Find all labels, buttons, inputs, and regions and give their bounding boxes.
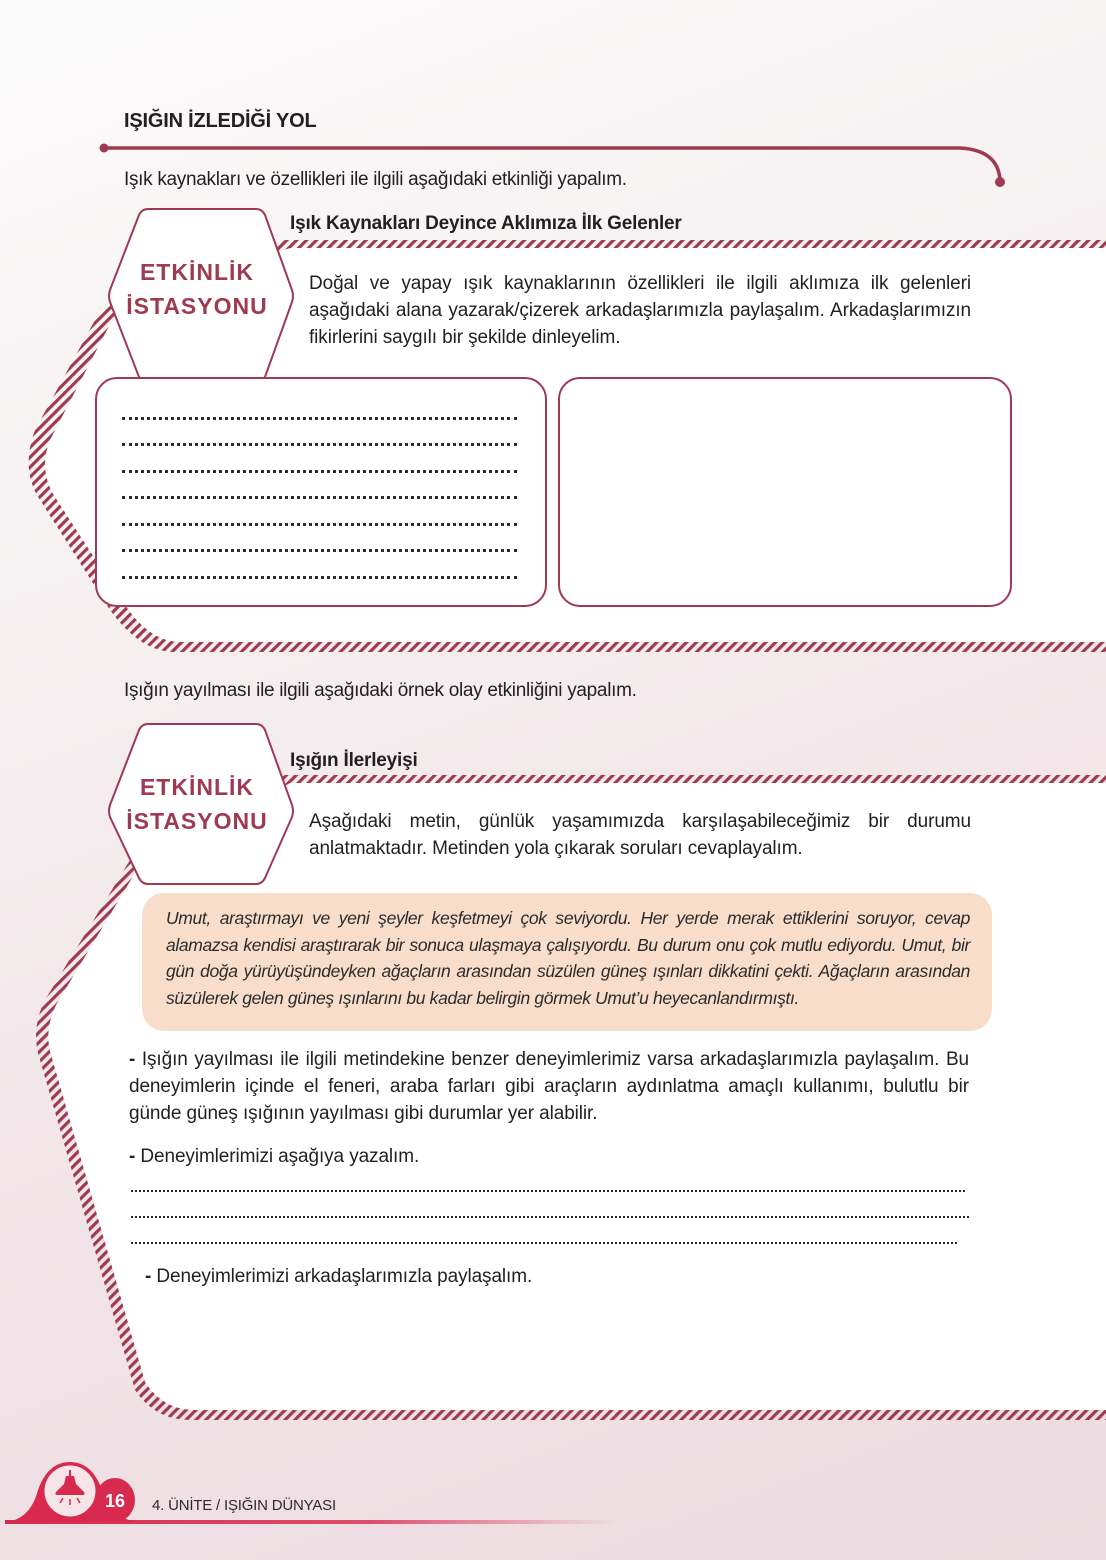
bullet-3 xyxy=(145,1263,532,1290)
bullet-1-text: Işığın yayılması ile ilgili metindekine benzer deneyimlerimiz varsa arkadaşlarımızla paylaşalım. Bu deneyimlerin içinde el feneri, araba farları gibi araçların aydınlatma amaçlı kullanımı, bulutlu bir günde güneş ışığının yayılması gibi durumlar yer alabilir. xyxy=(129,1049,969,1124)
bullet-dash: - xyxy=(129,1146,136,1167)
activity-2-title: Işığın İlerleyişi xyxy=(290,750,418,771)
answer-line[interactable] xyxy=(131,1168,965,1192)
bullet-dash: - xyxy=(129,1049,136,1070)
bullet-dash: - xyxy=(145,1266,152,1287)
writing-line[interactable] xyxy=(122,446,517,473)
writing-line[interactable] xyxy=(122,420,517,447)
activity-2-description: Aşağıdaki metin, günlük yaşamımızda karşılaşabileceğimiz bir durumu anlatmaktadır. Metinden yola çıkarak soruları cevaplayalım. xyxy=(309,811,971,859)
activity-station-badge-2 xyxy=(117,770,277,838)
badge-line-2: İSTASYONU xyxy=(126,293,268,319)
writing-line[interactable] xyxy=(122,473,517,500)
answer-line[interactable] xyxy=(131,1194,969,1218)
activity-1-description: Doğal ve yapay ışık kaynaklarının özellikleri ile ilgili aklımıza ilk gelenleri aşağıdaki alana yazarak/çizerek arkadaşlarımızla paylaşalım. Arkadaşlarımızın fikirlerini saygılı bir şekilde dinleyelim. xyxy=(309,273,971,348)
activity-1-title: Işık Kaynakları Deyince Aklımıza İlk Gelenler xyxy=(290,213,682,234)
story-box: Umut, araştırmayı ve yeni şeyler keşfetmeyi çok seviyordu. Her yerde merak ettiklerini soruyor, cevap alamazsa kendisi araştırarak bir sonuca ulaşmaya çalışıyordu. Bu durum onu çok mutlu ediyordu. Umut, bir gün doğa yürüyüşündeyken ağaçların arasından süzülen güneş ışınları dikkatini çekti. Ağaçların arasından süzülerek gelen güneş ışınlarını bu kadar belirgin görmek Umut’u heyecanlandırmıştı. xyxy=(142,893,992,1031)
unit-label: 4. ÜNİTE / IŞIĞIN DÜNYASI xyxy=(152,1497,336,1514)
drawing-area[interactable] xyxy=(558,377,1012,607)
page-number: 16 xyxy=(104,1491,126,1511)
badge-line-2: İSTASYONU xyxy=(126,808,268,834)
intro-text-1: Işık kaynakları ve özellikleri ile ilgili aşağıdaki etkinliği yapalım. xyxy=(124,169,627,190)
badge-line-1: ETKİNLİK xyxy=(139,774,255,800)
badge-line-1: ETKİNLİK xyxy=(139,259,255,285)
activity-station-badge-1 xyxy=(117,255,277,323)
bullet-2-text: Deneyimlerimizi aşağıya yazalım. xyxy=(135,1146,420,1167)
footer-decoration xyxy=(5,1462,615,1524)
bullet-3-text: Deneyimlerimizi arkadaşlarımızla paylaşalım. xyxy=(151,1266,533,1287)
answer-line[interactable] xyxy=(131,1220,957,1244)
bullet-2 xyxy=(129,1143,419,1170)
writing-line[interactable] xyxy=(122,499,517,526)
writing-line[interactable] xyxy=(122,552,517,579)
section-title: IŞIĞIN İZLEDİĞİ YOL xyxy=(124,110,317,132)
writing-line[interactable] xyxy=(122,526,517,553)
bullet-1 xyxy=(129,1046,969,1127)
lamp-icon xyxy=(52,1470,88,1510)
writing-line[interactable] xyxy=(122,393,517,420)
intro-text-2: Işığın yayılması ile ilgili aşağıdaki örnek olay etkinliğini yapalım. xyxy=(124,680,637,701)
